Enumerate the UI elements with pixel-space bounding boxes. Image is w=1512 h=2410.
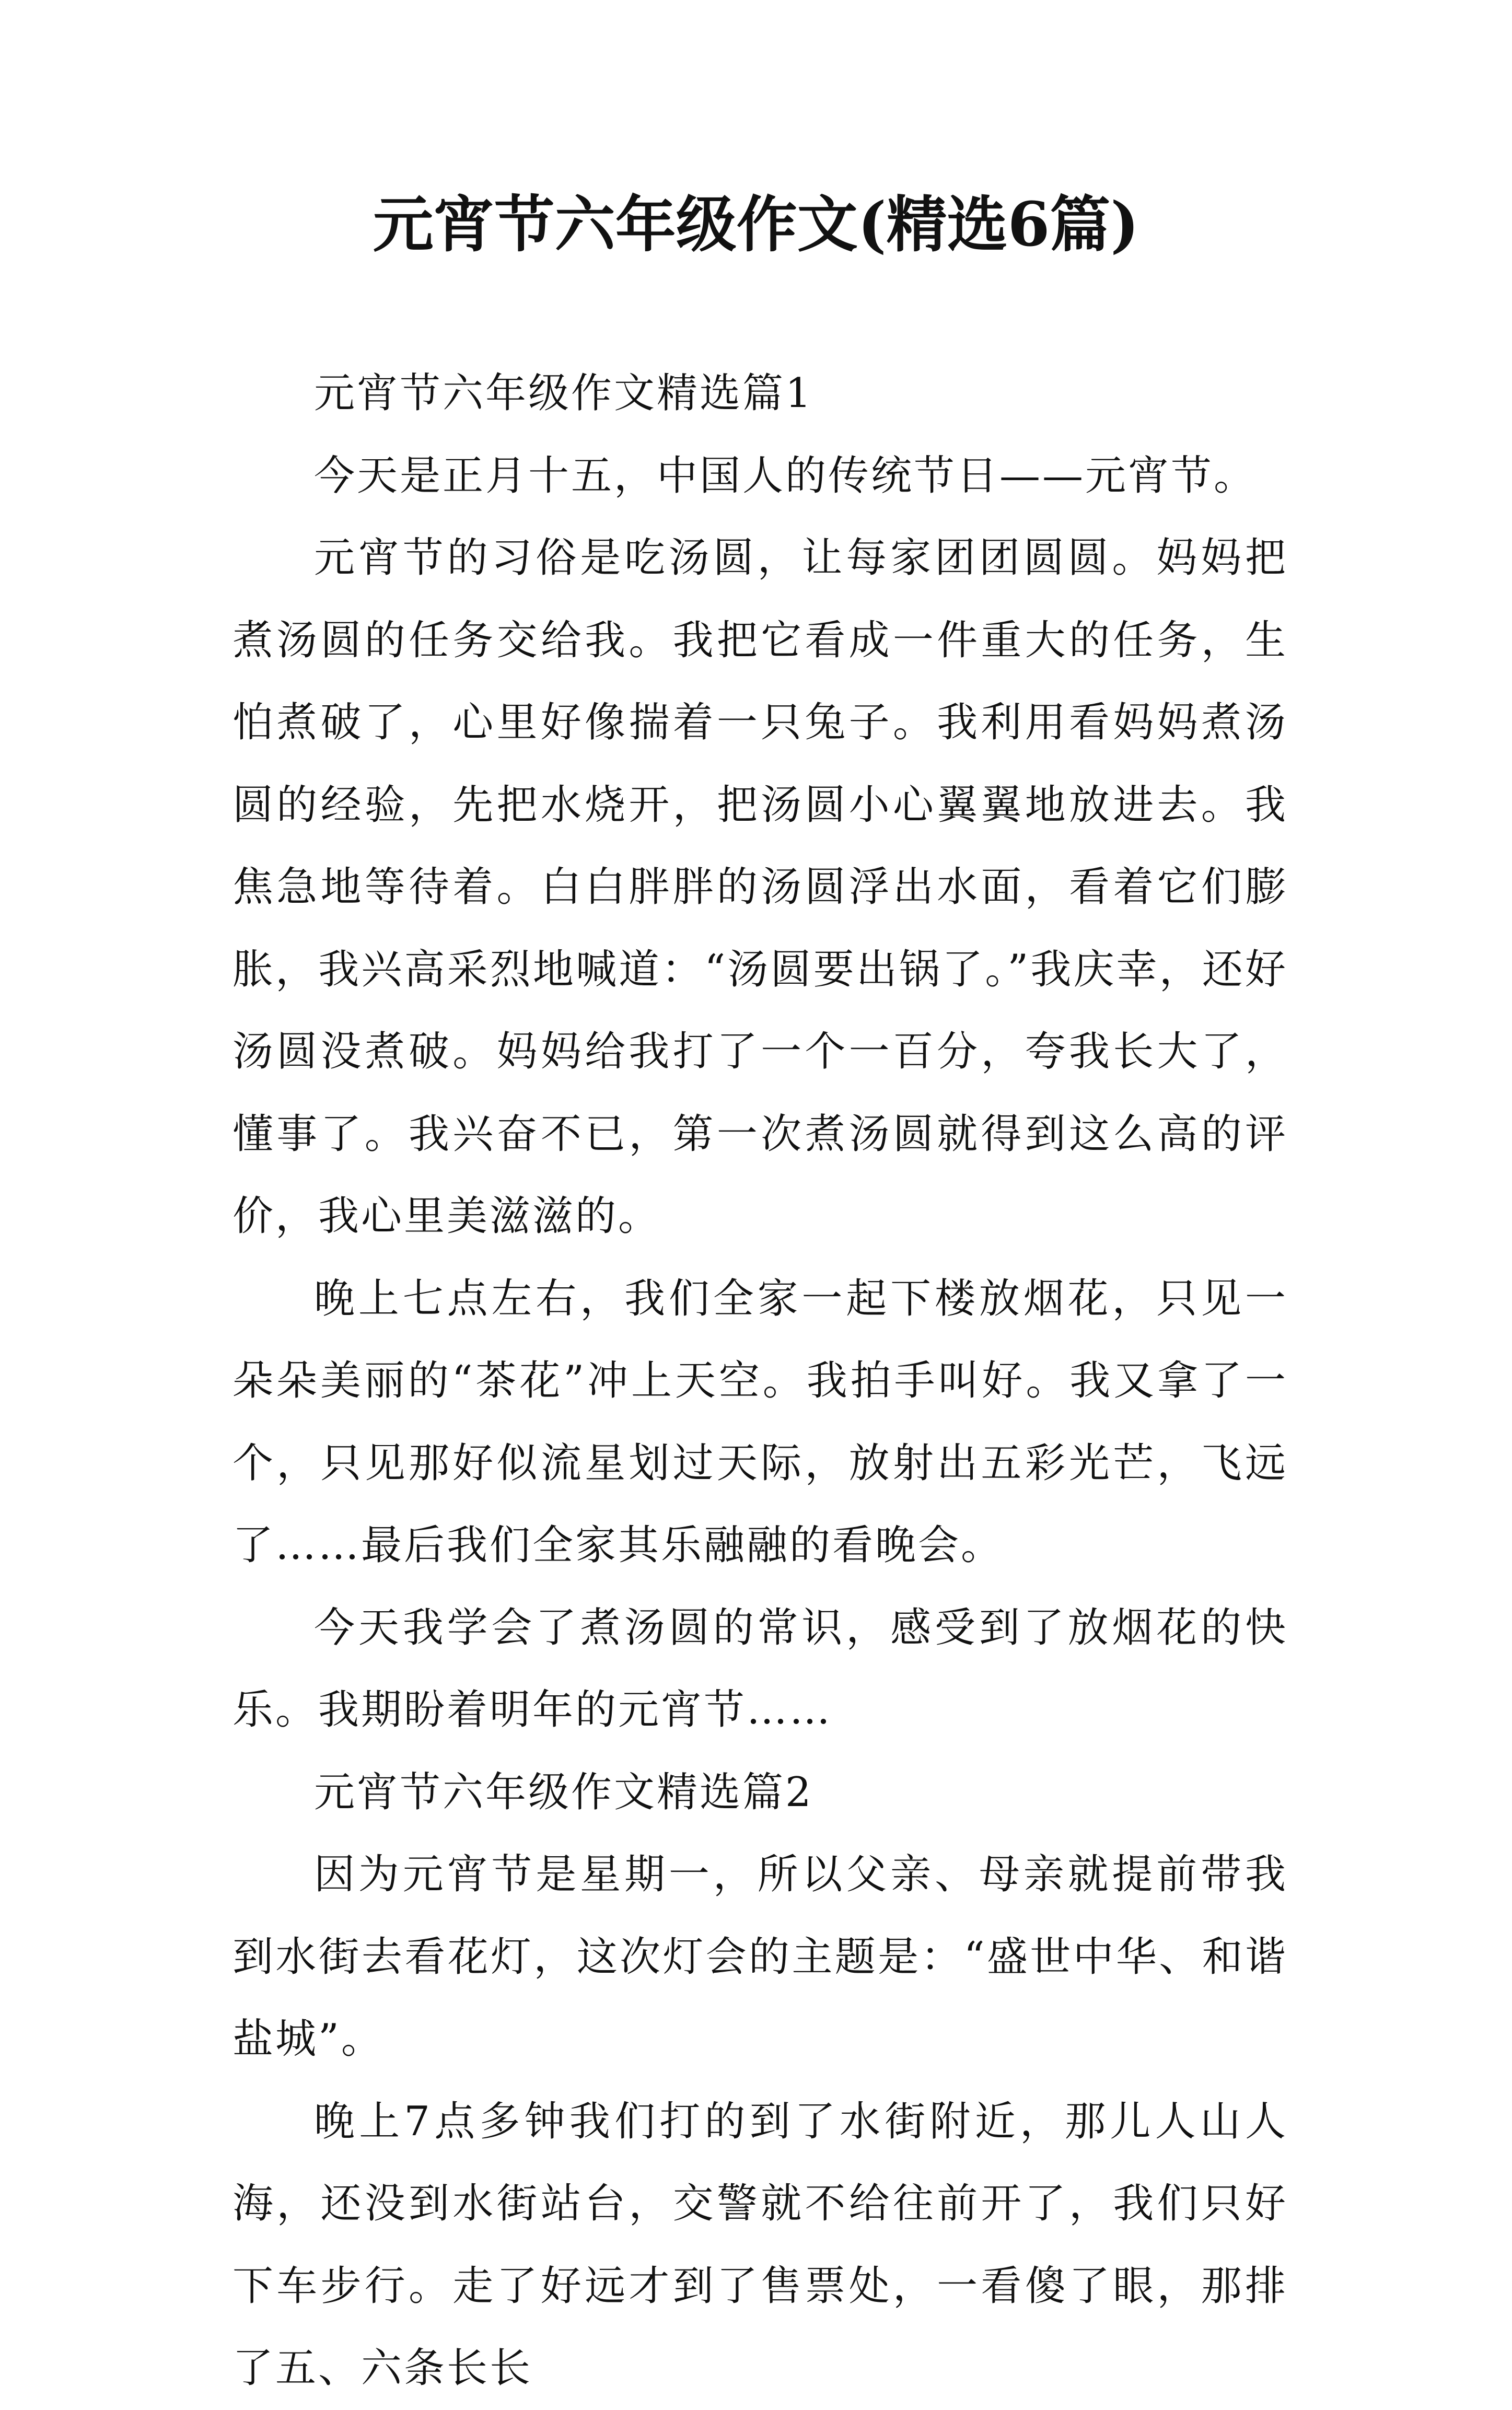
paragraph: 因为元宵节是星期一，所以父亲、母亲就提前带我到水街去看花灯，这次灯会的主题是：“盛世中华、和谐盐城”。 [232, 1851, 1288, 2063]
section-heading-2: 元宵节六年级作文精选篇2 [314, 1768, 813, 1816]
paragraph: 元宵节的习俗是吃汤圆，让每家团团圆圆。妈妈把煮汤圆的任务交给我。我把它看成一件重大的任务，生怕煮破了，心里好像揣着一只兔子。我利用看妈妈煮汤圆的经验，先把水烧开，把汤圆小心翼翼地放进去。我焦急地等待着。白白胖胖的汤圆浮出水面，看着它们膨胀，我兴高采烈地喊道：“汤圆要出锅了。”我庆幸，还好汤圆没煮破。妈妈给我打了一个一百分，夸我长大了，懂事了。我兴奋不已，第一次煮汤圆就得到这么高的评价，我心里美滋滋的。 [232, 534, 1288, 1240]
paragraph: 今天我学会了煮汤圆的常识，感受到了放烟花的快乐。我期盼着明年的元宵节…… [232, 1604, 1288, 1733]
section-heading-1: 元宵节六年级作文精选篇1 [314, 370, 813, 417]
document-body [232, 353, 1288, 2410]
paragraph: 今天是正月十五，中国人的传统节日——元宵节。 [314, 452, 1257, 499]
paragraph: 晚上七点左右，我们全家一起下楼放烟花，只见一朵朵美丽的“茶花”冲上天空。我拍手叫好。我又拿了一个，只见那好似流星划过天际，放射出五彩光芒，飞远了……最后我们全家其乐融融的看晚会。 [232, 1275, 1288, 1569]
document-title: 元宵节六年级作文(精选6篇) [373, 189, 1139, 260]
paragraph: 晚上7点多钟我们打的到了水街附近，那儿人山人海，还没到水街站台，交警就不给往前开了，我们只好下车步行。走了好远才到了售票处，一看傻了眼，那排了五、六条长长 [232, 2098, 1288, 2392]
